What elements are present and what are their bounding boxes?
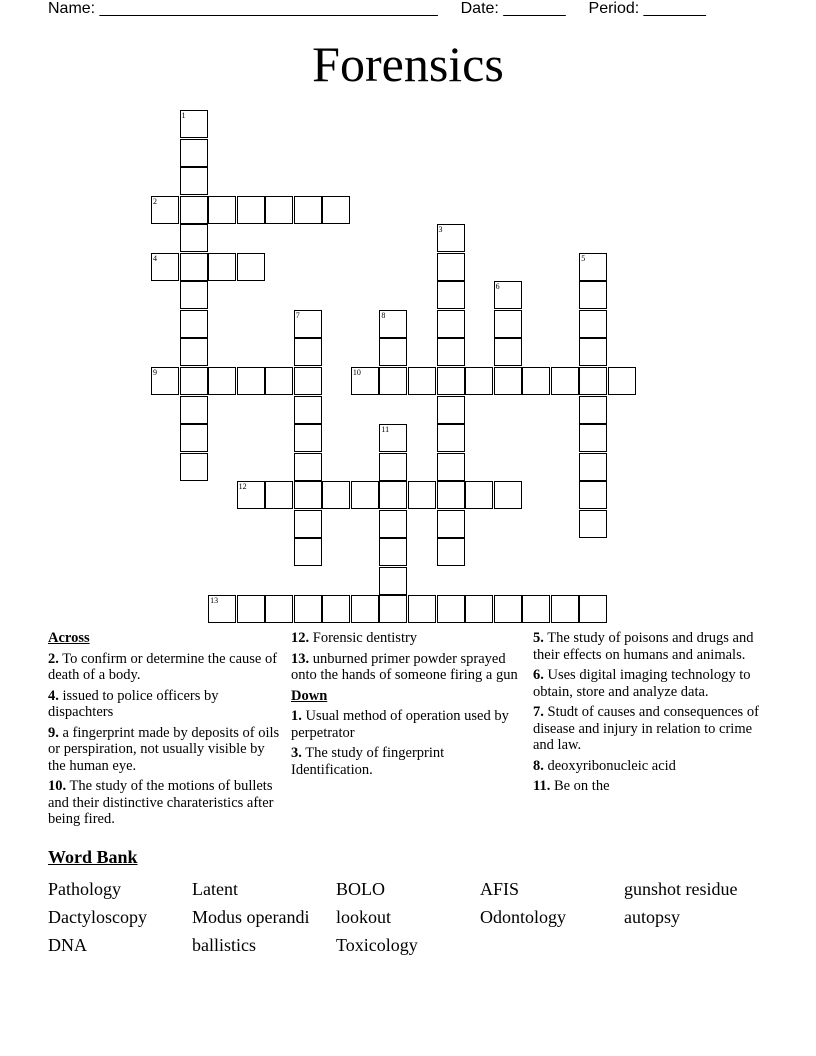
cell-number: 6 — [495, 282, 500, 292]
crossword-cell[interactable] — [494, 481, 522, 509]
clues-column-3 — [533, 630, 773, 799]
crossword-cell[interactable] — [437, 453, 465, 481]
crossword-cell[interactable] — [265, 481, 293, 509]
crossword-cell[interactable] — [437, 538, 465, 566]
crossword-cell[interactable] — [294, 338, 322, 366]
word-bank-item: lookout — [336, 907, 392, 927]
cell-number: 9 — [153, 367, 157, 377]
crossword-cell[interactable] — [294, 424, 322, 452]
crossword-cell[interactable] — [151, 367, 179, 395]
cell-number: 12 — [238, 482, 247, 492]
crossword-cell[interactable] — [437, 253, 465, 281]
crossword-cell[interactable] — [237, 253, 265, 281]
crossword-cell[interactable] — [465, 595, 493, 623]
word-bank-item: AFIS — [480, 879, 520, 899]
across-heading: Across — [48, 630, 90, 646]
word-bank-item: Pathology — [48, 879, 122, 899]
crossword-cell[interactable] — [579, 481, 607, 509]
crossword-cell[interactable] — [180, 110, 208, 138]
crossword-cell[interactable] — [379, 481, 407, 509]
clue-across-10: 10. The study of the motions of bullets and their distinctive charateristics after being fired. — [48, 778, 274, 827]
clue-down-7: 7. Studt of causes and consequences of disease and injury in relation to crime and law. — [533, 704, 759, 753]
clue-down-6: 6. Uses digital imaging technology to obtain, store and analyze data. — [533, 667, 751, 700]
crossword-cell[interactable] — [208, 595, 236, 623]
crossword-cell[interactable] — [351, 595, 379, 623]
crossword-cell[interactable] — [180, 453, 208, 481]
crossword-cell[interactable] — [437, 481, 465, 509]
word-bank-title: Word Bank — [48, 847, 138, 867]
crossword-cell[interactable] — [351, 481, 379, 509]
crossword-cell[interactable] — [465, 367, 493, 395]
crossword-cell[interactable] — [180, 367, 208, 395]
cell-number: 3 — [438, 225, 443, 235]
cell-number: 13 — [210, 596, 219, 606]
crossword-cell[interactable] — [579, 396, 607, 424]
crossword-cell[interactable] — [494, 367, 522, 395]
crossword-cell[interactable] — [494, 595, 522, 623]
clues-column-2 — [291, 630, 527, 782]
crossword-cell[interactable] — [408, 595, 436, 623]
crossword-cell[interactable] — [265, 196, 293, 224]
date-field-label: Date: _______ — [460, 0, 566, 17]
crossword-cell[interactable] — [294, 510, 322, 538]
crossword-cell[interactable] — [437, 224, 465, 252]
word-bank-item: Latent — [192, 879, 238, 899]
crossword-cell[interactable] — [608, 367, 636, 395]
crossword-cell[interactable] — [437, 338, 465, 366]
crossword-cell[interactable] — [494, 281, 522, 309]
crossword-cell[interactable] — [551, 367, 579, 395]
crossword-cell[interactable] — [322, 481, 350, 509]
crossword-cell[interactable] — [237, 595, 265, 623]
word-bank-item: gunshot residue — [624, 879, 738, 899]
clue-down-1: 1. Usual method of operation used by perpetrator — [291, 708, 509, 741]
crossword-cell[interactable] — [180, 338, 208, 366]
crossword-cell[interactable] — [437, 595, 465, 623]
period-field-label: Period: _______ — [588, 0, 706, 17]
word-bank-item: DNA — [48, 935, 87, 955]
word-bank-item: ballistics — [192, 935, 256, 955]
clue-down-3: 3. The study of fingerprint Identification. — [291, 745, 445, 778]
crossword-cell[interactable] — [437, 424, 465, 452]
cell-number: 10 — [352, 367, 361, 377]
cell-number: 7 — [295, 310, 300, 320]
crossword-cell[interactable] — [379, 453, 407, 481]
crossword-cell[interactable] — [151, 253, 179, 281]
word-bank-item: Odontology — [480, 907, 567, 927]
crossword-cell[interactable] — [437, 310, 465, 338]
crossword-cell[interactable] — [579, 281, 607, 309]
word-bank-item: autopsy — [624, 907, 680, 927]
crossword-cell[interactable] — [494, 310, 522, 338]
crossword-cell[interactable] — [294, 396, 322, 424]
crossword-cell[interactable] — [237, 367, 265, 395]
crossword-cell[interactable] — [465, 481, 493, 509]
page-title: Forensics — [312, 36, 504, 92]
crossword-cell[interactable] — [579, 367, 607, 395]
clues-column-1 — [48, 630, 284, 832]
cell-number: 4 — [153, 253, 157, 263]
crossword-cell[interactable] — [180, 139, 208, 167]
crossword-cell[interactable] — [208, 367, 236, 395]
crossword-cell[interactable] — [437, 396, 465, 424]
crossword-cell[interactable] — [294, 538, 322, 566]
clue-down-8: 8. deoxyribonucleic acid — [533, 757, 676, 774]
word-bank-item: BOLO — [336, 879, 385, 899]
word-bank-item: Toxicology — [336, 935, 418, 955]
crossword-cell[interactable] — [579, 510, 607, 538]
crossword-cell[interactable] — [379, 338, 407, 366]
crossword-cell[interactable] — [579, 310, 607, 338]
clue-down-5: 5. The study of poisons and drugs and their effects on humans and animals. — [533, 630, 754, 663]
clue-across-9: 9. a fingerprint made by deposits of oils or perspiration, not usually visible by the human eye. — [48, 724, 280, 774]
crossword-cell[interactable] — [522, 595, 550, 623]
crossword-cell[interactable] — [265, 595, 293, 623]
word-bank — [48, 875, 788, 959]
crossword-cell[interactable] — [351, 367, 379, 395]
word-bank-item: Dactyloscopy — [48, 907, 147, 927]
name-field-label: Name: ______________________________________ — [48, 0, 438, 17]
crossword-cell[interactable] — [437, 281, 465, 309]
crossword-cell[interactable] — [208, 253, 236, 281]
crossword-cell[interactable] — [180, 396, 208, 424]
crossword-cell[interactable] — [579, 338, 607, 366]
crossword-cell[interactable] — [180, 224, 208, 252]
crossword-cell[interactable] — [522, 367, 550, 395]
crossword-cell[interactable] — [579, 424, 607, 452]
crossword-cell[interactable] — [294, 196, 322, 224]
cell-number: 11 — [381, 425, 390, 435]
crossword-cell[interactable] — [322, 595, 350, 623]
crossword-cell[interactable] — [579, 595, 607, 623]
crossword-cell[interactable] — [379, 310, 407, 338]
student-info-header — [48, 0, 706, 18]
clue-across-2: 2. To confirm or determine the cause of death of a body. — [48, 650, 278, 683]
crossword-cell[interactable] — [294, 310, 322, 338]
crossword-cell[interactable] — [208, 196, 236, 224]
crossword-cell[interactable] — [180, 424, 208, 452]
down-heading: Down — [291, 687, 328, 704]
crossword-cell[interactable] — [294, 481, 322, 509]
clue-across-4: 4. issued to police officers by dispachters — [48, 687, 219, 720]
crossword-cell[interactable] — [408, 481, 436, 509]
crossword-cell[interactable] — [322, 196, 350, 224]
crossword-cell[interactable] — [237, 196, 265, 224]
crossword-cell[interactable] — [437, 367, 465, 395]
crossword-cell[interactable] — [379, 595, 407, 623]
crossword-cell[interactable] — [180, 196, 208, 224]
cell-number: 8 — [381, 310, 386, 320]
crossword-cell[interactable] — [180, 167, 208, 195]
crossword-cell[interactable] — [294, 367, 322, 395]
crossword-cell[interactable] — [379, 567, 407, 595]
crossword-cell[interactable] — [294, 453, 322, 481]
clue-across-13: 13. unburned primer powder sprayed onto the hands of someone firing a gun — [291, 650, 518, 683]
crossword-cell[interactable] — [437, 510, 465, 538]
crossword-cell[interactable] — [379, 510, 407, 538]
word-bank-item: Modus operandi — [192, 907, 310, 927]
crossword-cell[interactable] — [408, 367, 436, 395]
crossword-cell[interactable] — [265, 367, 293, 395]
clue-across-12: 12. Forensic dentistry — [291, 630, 418, 646]
crossword-cell[interactable] — [379, 424, 407, 452]
cell-number: 2 — [153, 196, 157, 206]
crossword-cell[interactable] — [551, 595, 579, 623]
crossword-cell[interactable] — [180, 253, 208, 281]
crossword-cell[interactable] — [180, 310, 208, 338]
crossword-cell[interactable] — [151, 196, 179, 224]
crossword-cell[interactable] — [379, 367, 407, 395]
crossword-cell[interactable] — [379, 538, 407, 566]
crossword-cell[interactable] — [180, 281, 208, 309]
crossword-cell[interactable] — [494, 338, 522, 366]
clue-down-11: 11. Be on the — [533, 778, 610, 794]
crossword-cell[interactable] — [294, 595, 322, 623]
crossword-cell[interactable] — [237, 481, 265, 509]
cell-number: 5 — [581, 253, 586, 263]
cell-number: 1 — [181, 111, 186, 120]
crossword-cell[interactable] — [579, 253, 607, 281]
crossword-cell[interactable] — [579, 453, 607, 481]
